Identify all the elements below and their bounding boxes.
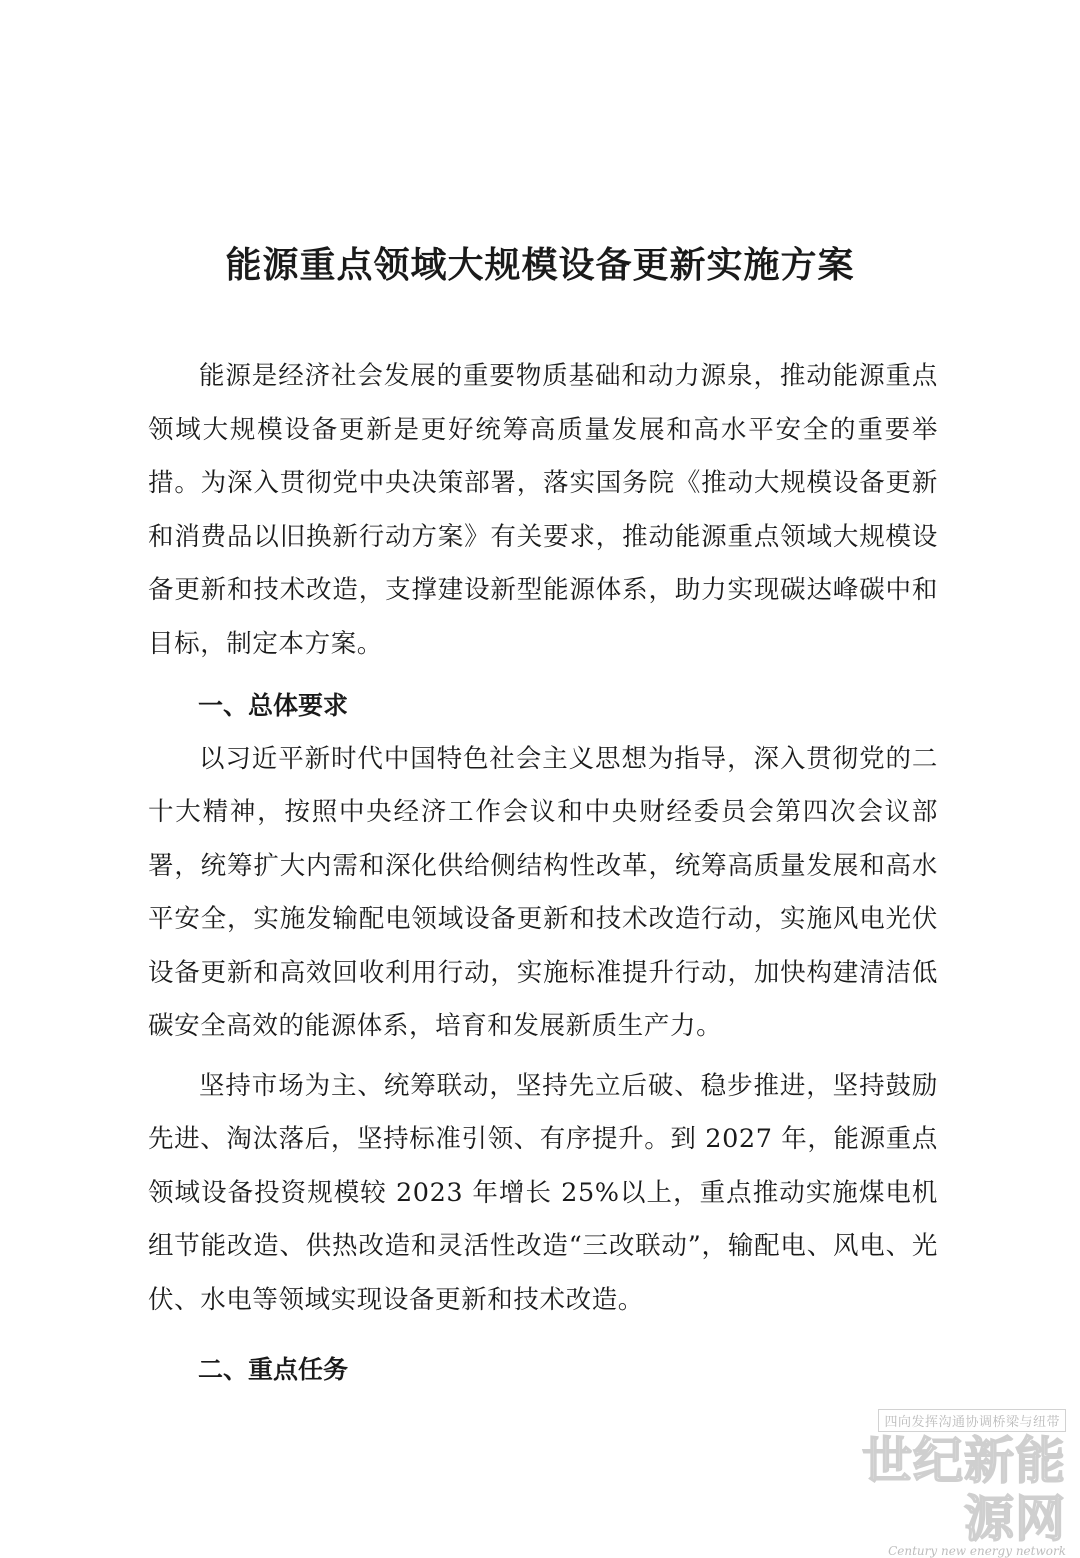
document-title: 能源重点领域大规模设备更新实施方案	[225, 245, 855, 286]
section-heading-key-tasks: 二、重点任务	[198, 1355, 349, 1384]
watermark-logo: 世纪新能源网	[862, 1432, 1066, 1548]
document-body	[148, 350, 938, 1397]
section-heading-general-requirements: 一、总体要求	[198, 691, 349, 720]
watermark-english: Century new energy network	[888, 1544, 1066, 1558]
section1-paragraph-2: 坚持市场为主、统筹联动，坚持先立后破、稳步推进，坚持鼓励先进、淘汰落后，坚持标准引领、有序提升。到 2027 年，能源重点领域设备投资规模较 2023 年增长 25%以上，重点推动实施煤电机组节能改造、供热改造和灵活性改造“三改联动”，输配电、风电、光伏、水电等领域实现设备更新和技术改造。	[148, 1070, 938, 1315]
watermark	[830, 1409, 1066, 1558]
intro-paragraph: 能源是经济社会发展的重要物质基础和动力源泉，推动能源重点领域大规模设备更新是更好统筹高质量发展和高水平安全的重要举措。为深入贯彻党中央决策部署，落实国务院《推动大规模设备更新和消费品以旧换新行动方案》有关要求，推动能源重点领域大规模设备更新和技术改造，支撑建设新型能源体系，助力实现碳达峰碳中和目标，制定本方案。	[148, 361, 938, 659]
section1-paragraph-1: 以习近平新时代中国特色社会主义思想为指导，深入贯彻党的二十大精神，按照中央经济工作会议和中央财经委员会第四次会议部署，统筹扩大内需和深化供给侧结构性改革，统筹高质量发展和高水平安全，实施发输配电领域设备更新和技术改造行动，实施风电光伏设备更新和高效回收利用行动，实施标准提升行动，加快构建清洁低碳安全高效的能源体系，培育和发展新质生产力。	[148, 743, 938, 1041]
watermark-tagline: 四向发挥沟通协调桥梁与纽带	[878, 1409, 1066, 1432]
